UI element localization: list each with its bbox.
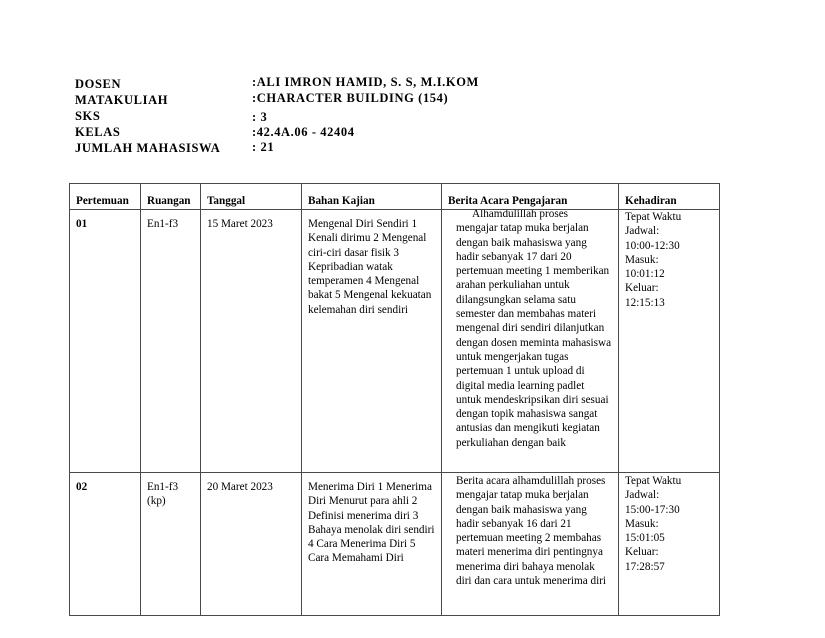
jadwal-label: Jadwal: bbox=[625, 489, 660, 502]
cell-tanggal bbox=[201, 473, 302, 616]
cell-kehadiran bbox=[619, 210, 720, 473]
keluar-value: 12:15:13 bbox=[625, 296, 665, 309]
cell-pertemuan bbox=[70, 210, 141, 473]
kehadiran-block bbox=[625, 210, 713, 310]
sks-number: 3 bbox=[260, 110, 268, 124]
bahan-kajian-text: Menerima Diri 1 Menerima Diri Menurut para ahli 2 Definisi menerima diri 3 Bahaya menolak diri sendiri 4 Cara Menerima Diri 5 Cara Memahami Diri bbox=[308, 481, 435, 565]
kehadiran-status: Tepat Waktu bbox=[625, 475, 682, 487]
col-header-tanggal: Tanggal bbox=[201, 184, 302, 210]
col-header-ruangan: Ruangan bbox=[141, 184, 201, 210]
dosen-label: DOSEN bbox=[75, 77, 122, 91]
keluar-label: Keluar: bbox=[625, 282, 659, 295]
cell-berita-acara bbox=[442, 473, 619, 616]
cell-ruangan bbox=[141, 210, 201, 473]
tanggal-text: 20 Maret 2023 bbox=[207, 481, 273, 493]
ruangan-text: En1-f3 (kp) bbox=[147, 481, 179, 508]
jumlah-label: JUMLAH MAHASISWA bbox=[75, 141, 221, 155]
masuk-label: Masuk: bbox=[625, 253, 659, 266]
tanggal-text: 15 Maret 2023 bbox=[207, 218, 273, 230]
matakuliah-label: MATAKULIAH bbox=[75, 93, 169, 107]
jumlah-value: : 21 bbox=[252, 140, 275, 154]
ruangan-text: En1-f3 bbox=[147, 218, 179, 230]
cell-bahan-kajian bbox=[302, 210, 442, 473]
col-header-kehadiran: Kehadiran bbox=[619, 184, 720, 210]
keluar-label: Keluar: bbox=[625, 546, 659, 559]
cell-kehadiran bbox=[619, 473, 720, 616]
dosen-name: ALI IMRON HAMID, S. S, M.I.KOM bbox=[256, 75, 479, 89]
masuk-label: Masuk: bbox=[625, 517, 659, 530]
bahan-kajian-text: Mengenal Diri Sendiri 1 Kenali dirimu 2 Mengenal ciri-ciri dasar fisik 3 Kepribadian watak temperamen 4 Mengenal bakat 5 Mengenal kekuatan kelemahan diri sendiri bbox=[308, 218, 432, 316]
table-header-row bbox=[70, 184, 720, 210]
berita-acara-text: Alhamdulillah proses mengajar tatap muka berjalan dengan baik mahasiswa yang hadir sebanyak 17 dari 20 pertemuan meeting 1 memberikan arahan perkuliahan untuk dilangsungkan selama satu semester dan membahas materi mengenal diri sendiri dilanjutkan dengan dosen meminta mahasiswa untuk mengerjakan tugas pertemuan 1 untuk upload di digital media learning padlet untuk mendeskripsikan diri sesuai dengan topik mahasiswa sangat antusias dan mengikuti kegiatan perkuliahan dengan baik bbox=[456, 210, 612, 449]
kehadiran-block bbox=[625, 474, 713, 574]
jumlah-number: 21 bbox=[260, 140, 275, 154]
sks-label: SKS bbox=[75, 109, 101, 123]
keluar-value: 17:28:57 bbox=[625, 560, 665, 573]
jadwal-label: Jadwal: bbox=[625, 225, 660, 238]
cell-bahan-kajian bbox=[302, 473, 442, 616]
cell-berita-acara bbox=[442, 210, 619, 473]
pertemuan-number: 02 bbox=[76, 481, 88, 493]
cell-pertemuan bbox=[70, 473, 141, 616]
col-header-pertemuan: Pertemuan bbox=[70, 184, 141, 210]
masuk-value: 15:01:05 bbox=[625, 532, 665, 545]
kelas-label: KELAS bbox=[75, 125, 121, 139]
matakuliah-name: CHARACTER BUILDING (154) bbox=[256, 91, 449, 105]
cell-ruangan bbox=[141, 473, 201, 616]
matakuliah-value: :CHARACTER BUILDING (154) bbox=[252, 91, 449, 105]
kehadiran-status: Tepat Waktu bbox=[625, 211, 682, 223]
table-row bbox=[70, 473, 720, 616]
pertemuan-number: 01 bbox=[76, 218, 88, 230]
berita-acara-table bbox=[69, 183, 720, 616]
kelas-code: 42.4A.06 - 42404 bbox=[256, 125, 355, 139]
masuk-value: 10:01:12 bbox=[625, 268, 665, 281]
jadwal-value: 15:00-17:30 bbox=[625, 503, 680, 516]
sks-value: : 3 bbox=[252, 110, 268, 124]
jadwal-value: 10:00-12:30 bbox=[625, 239, 680, 252]
col-header-bahan-kajian: Bahan Kajian bbox=[302, 184, 442, 210]
cell-tanggal bbox=[201, 210, 302, 473]
berita-acara-text: Berita acara alhamdulillah proses mengajar tatap muka berjalan dengan baik mahasiswa yang hadir sebanyak 16 dari 21 pertemuan meeting 2 membahas materi menerima diri pentingnya menerima diri bahaya menolak diri dan cara untuk menerima diri bbox=[456, 475, 607, 588]
kelas-value: :42.4A.06 - 42404 bbox=[252, 125, 355, 139]
table-row bbox=[70, 210, 720, 473]
col-header-berita-acara: Berita Acara Pengajaran bbox=[442, 184, 619, 210]
dosen-value: :ALI IMRON HAMID, S. S, M.I.KOM bbox=[252, 75, 479, 89]
